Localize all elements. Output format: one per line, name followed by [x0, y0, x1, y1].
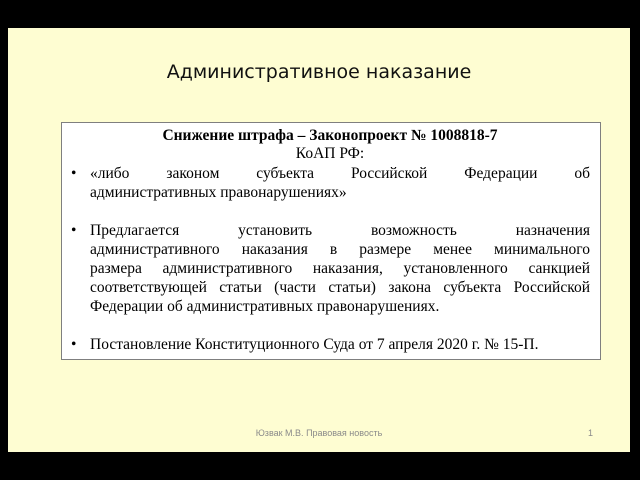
box-subheading: КоАП РФ:	[295, 145, 365, 162]
item-line: Федерации об административных правонарушениях.	[90, 298, 440, 315]
bullet-item-3	[70, 335, 590, 354]
page-number: 1	[587, 428, 593, 438]
item-line: «либо законом субъекта Российской Федерации об	[90, 165, 590, 182]
bullet-icon: •	[71, 222, 77, 239]
bullet-item-1	[70, 164, 590, 202]
slide	[8, 28, 630, 452]
item-line: административного наказания в размере менее минимального	[90, 241, 590, 258]
content-box	[61, 122, 601, 360]
bullet-icon: •	[71, 336, 77, 353]
box-heading: Снижение штрафа – Законопроект № 1008818-7	[162, 127, 498, 144]
bullet-icon: •	[71, 165, 77, 182]
item-line: размера административного наказания, установленного санкцией	[90, 260, 590, 277]
item-line: Предлагается установить возможность назначения	[90, 222, 590, 239]
item-line: Постановление Конституционного Суда от 7 апреля 2020 г. № 15-П.	[90, 336, 539, 353]
item-line: соответствующей статьи (части статьи) закона субъекта Российской	[90, 279, 590, 296]
slide-title: Административное наказание	[166, 61, 472, 83]
slide-footer: Юзвак М.В. Правовая новость	[255, 428, 383, 438]
item-line: административных правонарушениях»	[90, 184, 347, 201]
bullet-item-2	[70, 221, 590, 316]
